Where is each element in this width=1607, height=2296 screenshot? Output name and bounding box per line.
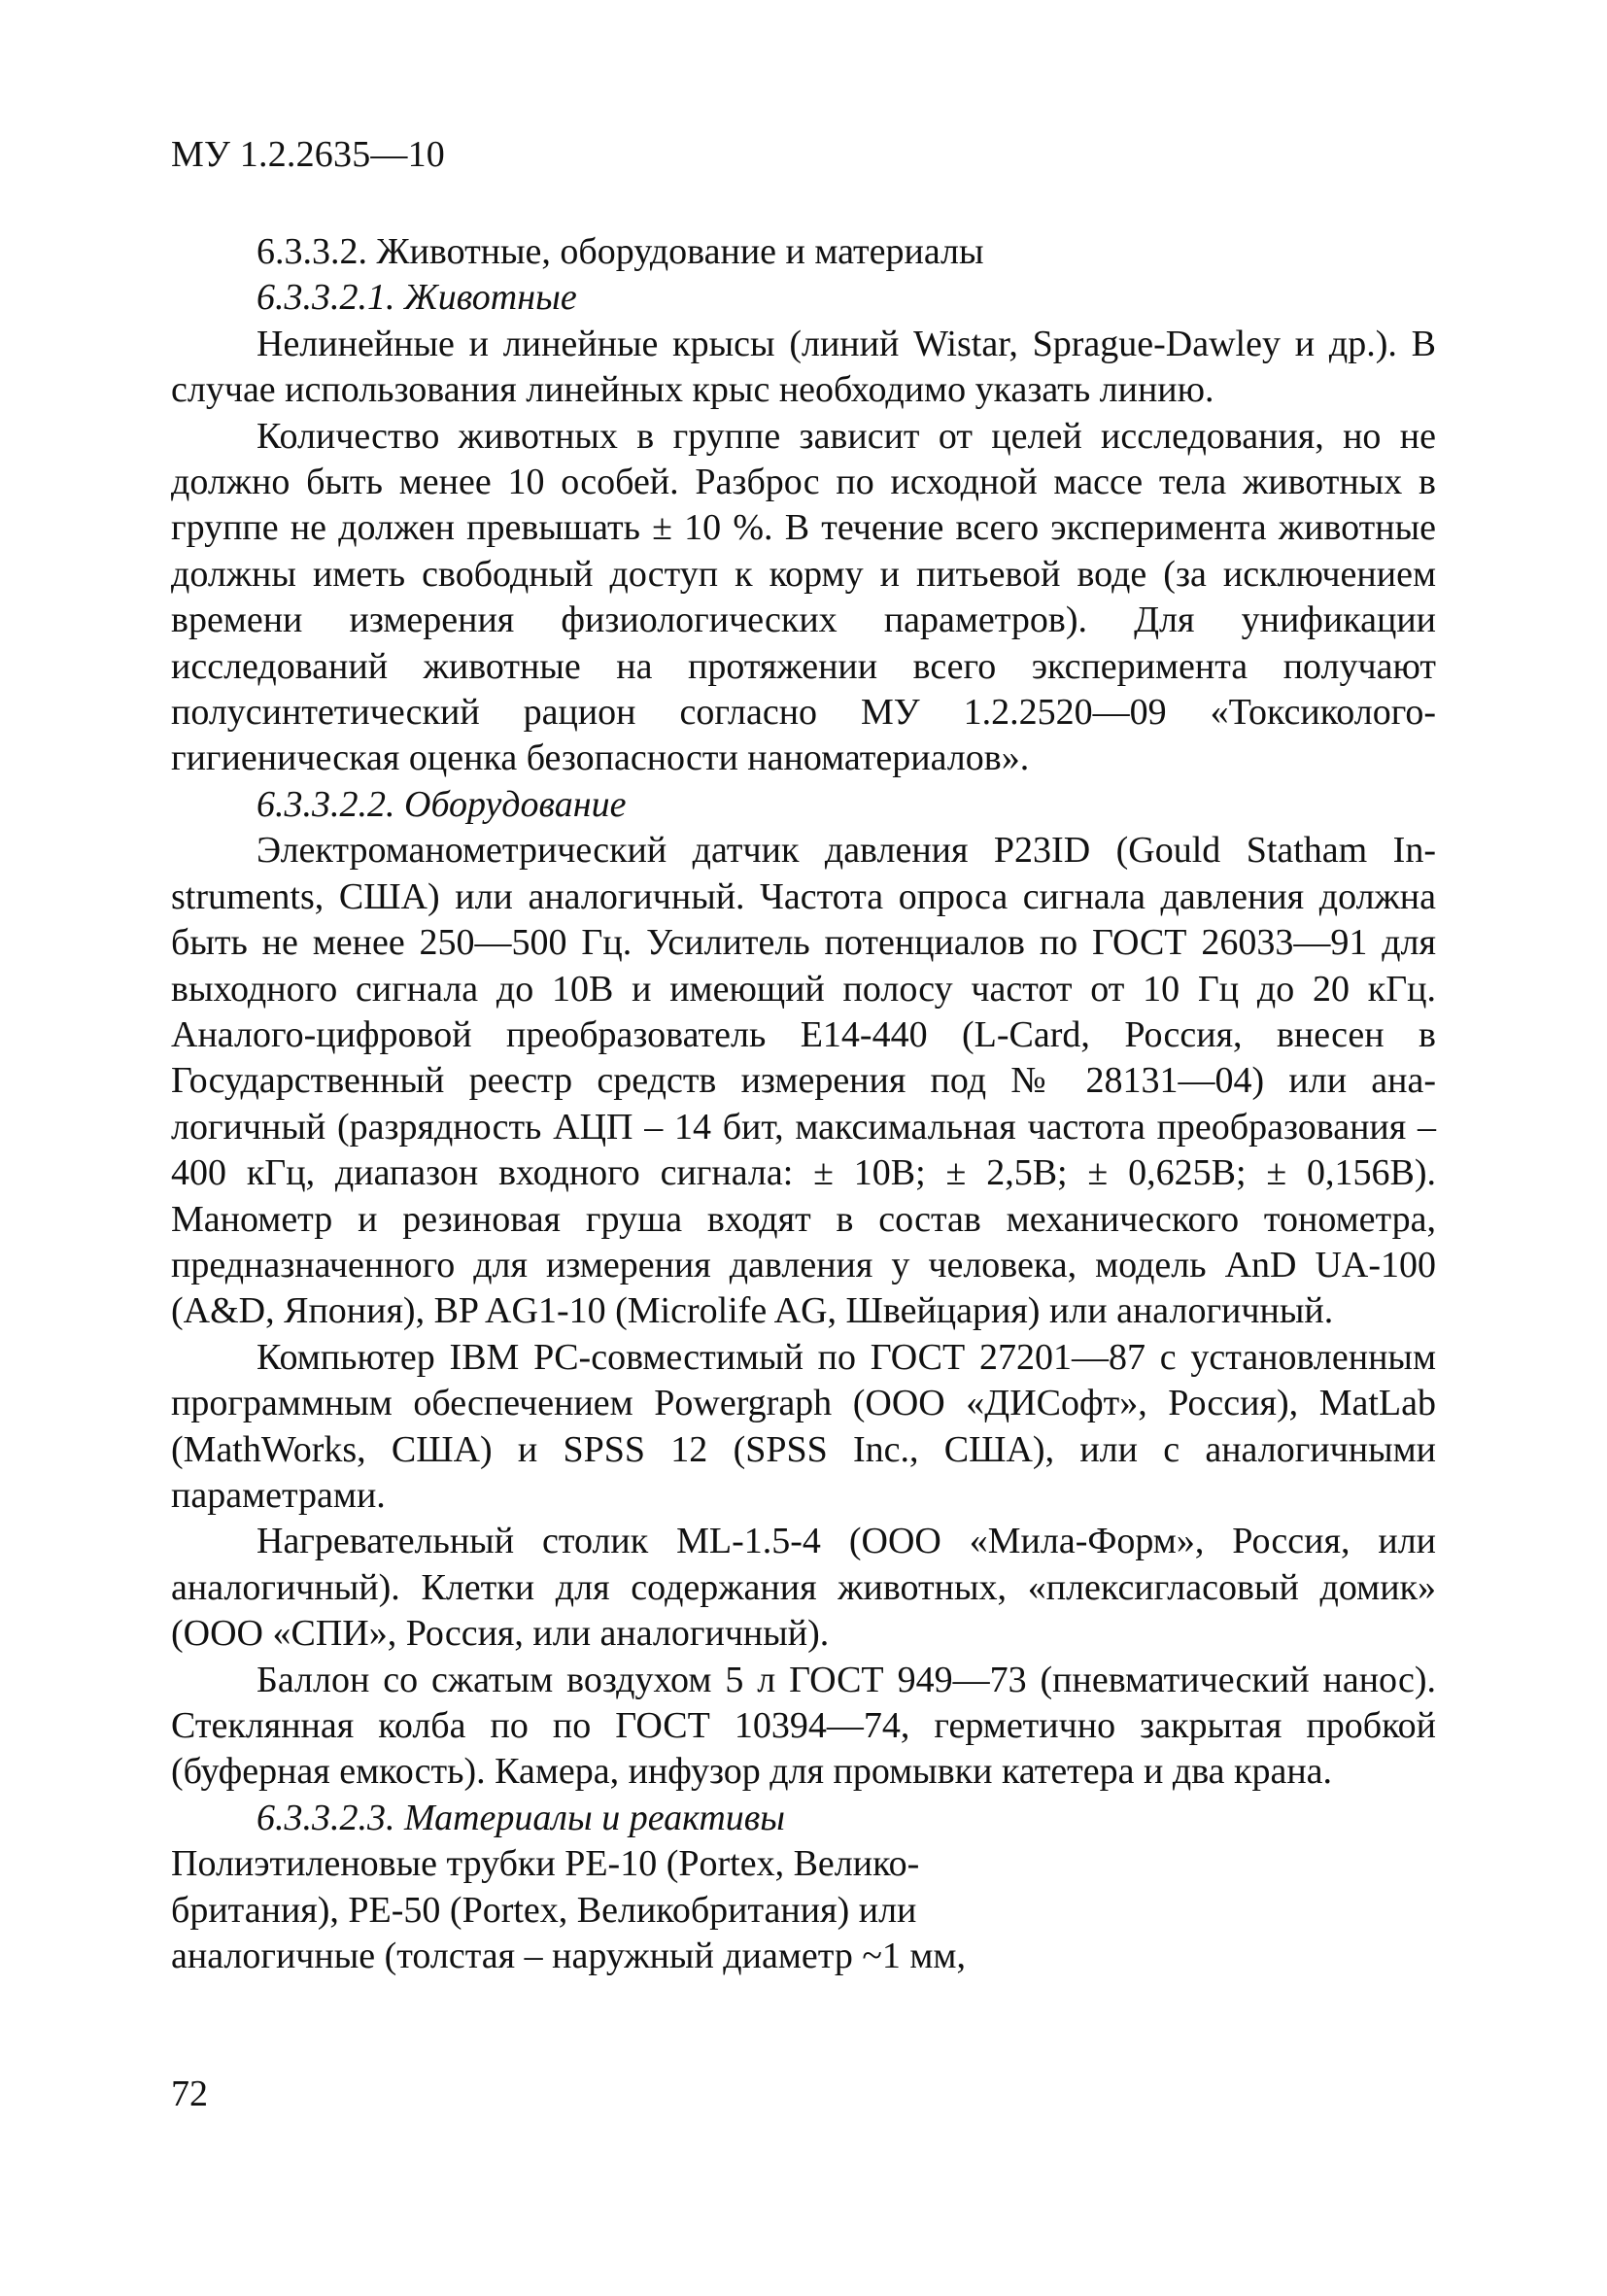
subsection-heading-animals: 6.3.3.2.1. Животные xyxy=(256,277,577,319)
running-header: МУ 1.2.2635—10 xyxy=(171,134,445,175)
section-heading-6-3-3-2: 6.3.3.2. Животные, оборудование и материалы xyxy=(256,231,984,272)
document-body xyxy=(171,229,1436,1979)
paragraph-animal-count: Количество животных в группе зависит от целей исследования, но не должно быть менее 10 особей. Разброс по исходной массе тела животных в группе не должен превышать ± 10 %. В течение всего эксперимента животные должны иметь свободный доступ к корму и питьевой воде (за исключением времени измерения физиологических параметров). Для унификации исследований животные на протяжении всего эксперимента получают полусинтетический рацион согласно МУ 1.2.2520—09 «Токсиколого-гигиеническая оценка безопасности наноматериалов». xyxy=(171,415,1436,779)
paragraph-polyethylene-tubes: Полиэтиленовые трубки PE-10 (Portex, Великобритания), PE-50 (Portex, Великобритания) или аналогичные (толстая – наружный диаметр ~1 мм, xyxy=(171,1843,966,1977)
paragraph-rat-strains: Нелинейные и линейные крысы (линий Wistar, Sprague-Dawley и др.). В случае использования линейных крыс необходимо указать линию. xyxy=(171,323,1436,411)
paragraph-heating-table: Нагревательный столик ML-1.5-4 (ООО «Мила-Форм», Россия, или аналогичный). Клетки для содержания животных, «плексигласовый домик» (ООО «СПИ», Россия, или аналогичный). xyxy=(171,1521,1436,1655)
paragraph-pressure-sensor: Электроманометрический датчик давления P23ID (Gould Statham Instruments, США) или аналогичный. Частота опроса сигнала давления должна быть не менее 250—500 Гц. Усилитель потенциалов по ГОСТ 26033—91 для выходного сигнала до 10В и имеющий полосу частот от 10 Гц до 20 кГц. Аналого-цифровой преобразователь E14-440 (L-Card, Россия, внесен в Государственный реестр средств измерения под № 28131—04) или аналогичный (разрядность АЦП – 14 бит, максимальная частота преобразования – 400 кГц, диапазон входного сигнала: ± 10В; ± 2,5В; ± 0,625В; ± 0,156В). Манометр и резиновая груша входят в состав механического тонометра, предназначенного для измерения давления у человека, модель AnD UA-100 (A&D, Япония), BP AG1-10 (Microlife AG, Швейцария) или аналогичный. xyxy=(171,830,1436,1332)
page-number: 72 xyxy=(171,2073,208,2114)
subsection-heading-materials: 6.3.3.2.3. Материалы и реактивы xyxy=(256,1797,786,1838)
paragraph-computer-software: Компьютер IBM PC-совместимый по ГОСТ 27201—87 с установленным программным обеспечением Powergraph (ООО «ДИСофт», Россия), MatLab (MathWorks, США) и SPSS 12 (SPSS Inc., США), или с аналогичными параметрами. xyxy=(171,1336,1436,1516)
subsection-heading-equipment: 6.3.3.2.2. Оборудование xyxy=(256,783,627,825)
paragraph-air-cylinder: Баллон со сжатым воздухом 5 л ГОСТ 949—73 (пневматический нанос). Стеклянная колба по по ГОСТ 10394—74, герметично закрытая пробкой (буферная емкость). Камера, инфузор для промывки катетера и два крана. xyxy=(171,1659,1436,1793)
